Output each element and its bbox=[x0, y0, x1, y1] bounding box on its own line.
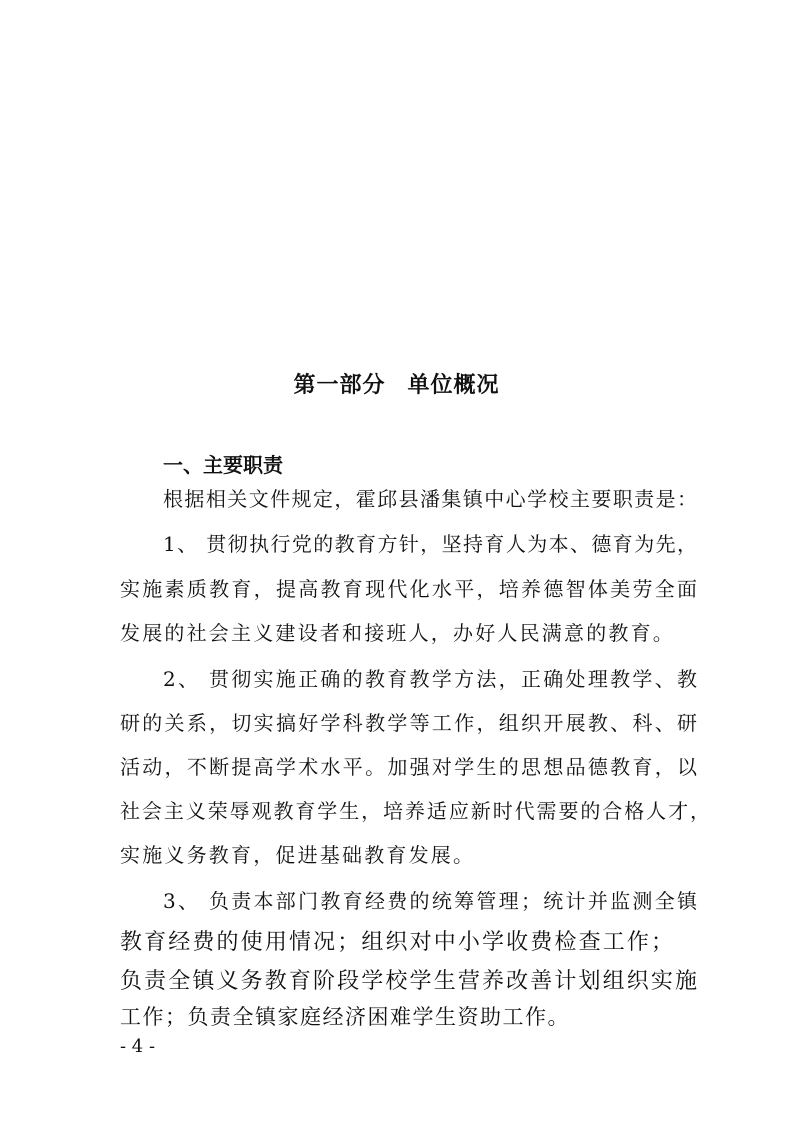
paragraph-line: 发展的社会主义建设者和接班人，办好人民满意的教育。 bbox=[120, 621, 675, 645]
paragraph-line: 教育经费的使用情况；组织对中小学收费检查工作； bbox=[120, 930, 673, 955]
paragraph-line: 3、 负责本部门教育经费的统筹管理；统计并监测全镇 bbox=[163, 889, 697, 913]
paragraph-line: 1、 贯彻执行党的教育方针，坚持育人为本、德育为先， bbox=[163, 532, 697, 556]
page-number: - 4 - bbox=[120, 1036, 156, 1057]
section-heading: 一、主要职责 bbox=[163, 453, 283, 477]
paragraph-line: 根据相关文件规定，霍邱县潘集镇中心学校主要职责是： bbox=[163, 487, 697, 511]
paragraph-line: 实施义务教育，促进基础教育发展。 bbox=[120, 843, 476, 867]
paragraph-line: 社会主义荣辱观教育学生，培养适应新时代需要的合格人才， bbox=[120, 799, 710, 823]
page-title bbox=[0, 372, 793, 400]
title-part: 第一部分 bbox=[293, 373, 386, 398]
paragraph-line: 2、 贯彻实施正确的教育教学方法，正确处理教学、教 bbox=[163, 667, 697, 691]
paragraph-line: 活动，不断提高学术水平。加强对学生的思想品德教育，以 bbox=[120, 755, 697, 779]
paragraph-line: 实施素质教育，提高教育现代化水平，培养德智体美劳全面 bbox=[120, 577, 697, 601]
paragraph-line: 研的关系，切实搞好学科教学等工作，组织开展教、科、研 bbox=[120, 711, 697, 735]
title-name: 单位概况 bbox=[407, 373, 500, 398]
paragraph-line: 工作；负责全镇家庭经济困难学生资助工作。 bbox=[120, 1005, 570, 1029]
paragraph-line: 负责全镇义务教育阶段学校学生营养改善计划组织实施 bbox=[120, 969, 697, 994]
